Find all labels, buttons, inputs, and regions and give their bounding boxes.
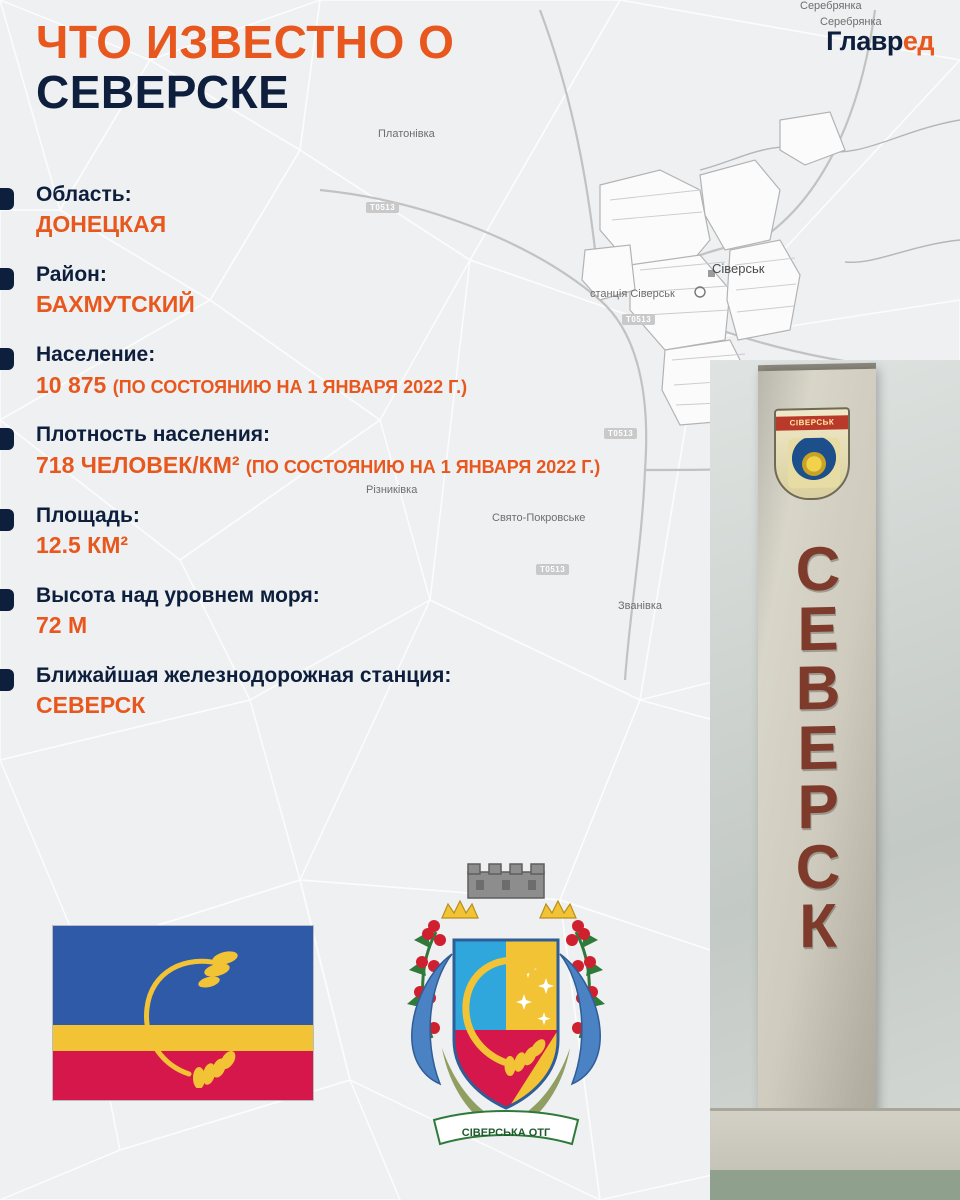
- mural-crown-icon: [468, 864, 544, 898]
- fact-item-population: [0, 342, 800, 400]
- map-label: Званівка: [618, 600, 663, 612]
- monument-letter: В: [795, 653, 841, 724]
- map-label: Різниківка: [366, 484, 418, 496]
- page-title: [36, 18, 656, 117]
- fact-value: [36, 691, 800, 721]
- ribbon-text: СІВЕРСЬКА ОТГ: [461, 1127, 551, 1139]
- logo-part-1: Главр: [826, 26, 903, 56]
- city-flag: [52, 925, 314, 1101]
- fact-value: [36, 531, 800, 561]
- fact-item-elevation: [0, 583, 800, 641]
- fact-value: [36, 611, 800, 641]
- highway-shield: T0513: [366, 202, 399, 213]
- monument-letter: С: [795, 832, 841, 903]
- logo-part-2: ед: [902, 26, 934, 56]
- monument-letter: К: [799, 891, 837, 962]
- bullet-icon: [0, 428, 14, 450]
- fact-list: [0, 182, 800, 743]
- coat-of-arms: [376, 862, 636, 1162]
- map-label: Свято-Покровське: [492, 512, 586, 524]
- fact-value-text: ДОНЕЦКАЯ: [36, 211, 167, 238]
- bullet-icon: [0, 188, 14, 210]
- fact-value-text: 718 ЧЕЛОВЕК/КМ²: [36, 451, 240, 478]
- bullet-icon: [0, 348, 14, 370]
- fact-value: [36, 371, 800, 401]
- fact-item-area: [0, 503, 800, 561]
- fact-item-density: [0, 422, 800, 480]
- fact-value: [36, 210, 800, 240]
- fact-label: Область:: [36, 183, 132, 206]
- monument-letter: Е: [797, 713, 839, 783]
- fact-item-district: [0, 262, 800, 320]
- map-label: Серебрянка: [800, 0, 862, 12]
- monument-letter: Е: [797, 594, 839, 664]
- highway-shield: T0513: [536, 564, 569, 575]
- title-line-1: ЧТО ИЗВЕСТНО О: [36, 16, 455, 68]
- site-logo[interactable]: [826, 26, 934, 57]
- crest-band-label: СІВЕРСЬК: [776, 415, 848, 431]
- map-label-station: станція Сіверськ: [590, 288, 675, 300]
- fact-item-region: [0, 182, 800, 240]
- highway-shield: T0513: [604, 428, 637, 439]
- fact-note: (ПО СОСТОЯНИЮ НА 1 ЯНВАРЯ 2022 Г.): [112, 376, 468, 397]
- highway-shield: T0513: [622, 314, 655, 325]
- monument-letter: С: [795, 534, 841, 605]
- fact-label: Ближайшая железнодорожная станция:: [36, 663, 452, 687]
- fact-value: [36, 290, 800, 320]
- bullet-icon: [0, 268, 14, 290]
- fact-value-text: БАХМУТСКИЙ: [36, 291, 195, 318]
- map-label: Серебрянка: [820, 16, 882, 28]
- fact-value-text: 10 875: [36, 371, 107, 398]
- ribbon: [434, 1111, 578, 1144]
- bullet-icon: [0, 589, 14, 611]
- bullet-icon: [0, 509, 14, 531]
- fact-item-railway-station: [0, 663, 800, 721]
- wheat-sheaf-icon: [125, 938, 245, 1088]
- fact-note: (ПО СОСТОЯНИЮ НА 1 ЯНВАРЯ 2022 Г.): [245, 456, 601, 477]
- shield: [454, 940, 558, 1112]
- title-line-2: СЕВЕРСКЕ: [36, 65, 290, 118]
- monument-plinth: [710, 1108, 960, 1200]
- fact-value: [36, 451, 800, 481]
- fact-value-text: 72 М: [36, 611, 88, 638]
- bullet-icon: [0, 669, 14, 691]
- fact-label: Высота над уровнем моря:: [36, 583, 320, 607]
- fact-label: Площадь:: [36, 503, 140, 527]
- monument-letter: Р: [797, 772, 839, 843]
- fact-label: Район:: [36, 263, 107, 287]
- fact-value-text: 12.5 КМ²: [36, 531, 129, 558]
- fact-label: Плотность населения:: [36, 423, 270, 447]
- small-crowns-icon: [442, 901, 576, 918]
- map-label-siversk: Сіверськ: [712, 261, 765, 276]
- fact-value-text: СЕВЕРСК: [36, 692, 146, 719]
- fact-label: Население:: [36, 343, 156, 367]
- map-label: Платонівка: [378, 128, 435, 140]
